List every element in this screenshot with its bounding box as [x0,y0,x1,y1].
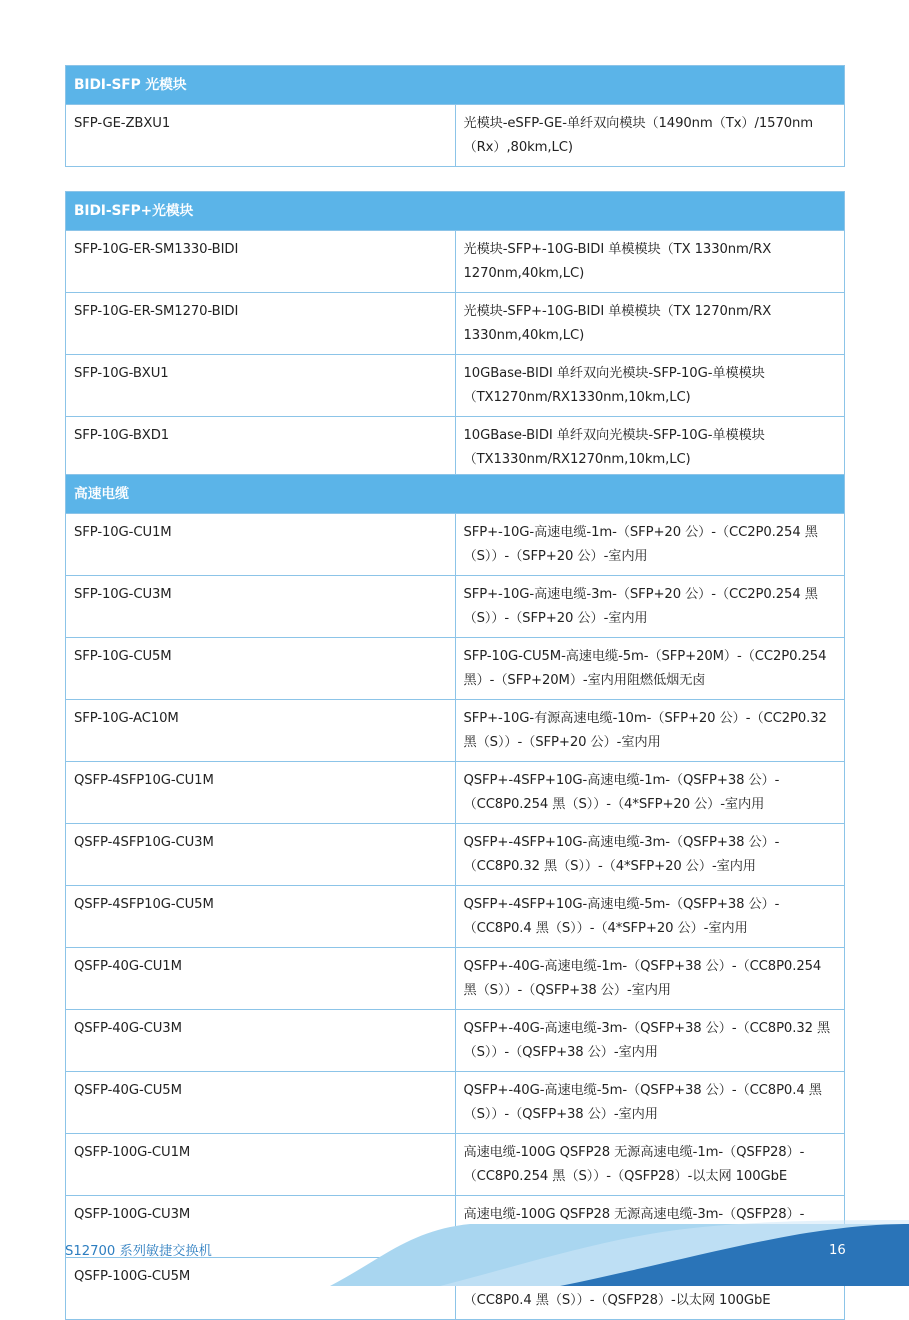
table-row [66,700,845,762]
table-row [66,293,845,355]
description-cell: 10GBase-BIDI 单纤双向光模块-SFP-10G-单模模块（TX1270nm/RX1330nm,10km,LC) [455,355,845,417]
model-cell: SFP-10G-AC10M [66,700,456,762]
model-cell: QSFP-4SFP10G-CU3M [66,824,456,886]
model-cell: SFP-10G-CU5M [66,638,456,700]
model-cell: QSFP-100G-CU3M [66,1196,456,1258]
model-cell: QSFP-100G-CU5M [66,1258,456,1320]
model-cell: QSFP-40G-CU3M [66,1010,456,1072]
model-cell: SFP-10G-ER-SM1330-BIDI [66,231,456,293]
model-cell: QSFP-4SFP10G-CU1M [66,762,456,824]
section-header [66,66,845,105]
section-title: BIDI-SFP 光模块 [66,66,845,105]
table-row [66,762,845,824]
table-row [66,824,845,886]
table-row [66,948,845,1010]
section-title: 高速电缆 [66,475,845,514]
description-cell: QSFP+-40G-高速电缆-1m-（QSFP+38 公）-（CC8P0.254 黑（S））-（QSFP+38 公）-室内用 [455,948,845,1010]
description-cell: 10GBase-BIDI 单纤双向光模块-SFP-10G-单模模块（TX1330nm/RX1270nm,10km,LC) [455,417,845,479]
description-cell: SFP+-10G-高速电缆-3m-（SFP+20 公）-（CC2P0.254 黑（S））-（SFP+20 公）-室内用 [455,576,845,638]
table-row [66,1010,845,1072]
page-number: 16 [829,1243,846,1258]
description-cell: SFP+-10G-有源高速电缆-10m-（SFP+20 公）-（CC2P0.32 黑（S））-（SFP+20 公）-室内用 [455,700,845,762]
description-cell: QSFP+-40G-高速电缆-3m-（QSFP+38 公）-（CC8P0.32 黑（S））-（QSFP+38 公）-室内用 [455,1010,845,1072]
model-cell: QSFP-40G-CU5M [66,1072,456,1134]
model-cell: SFP-10G-ER-SM1270-BIDI [66,293,456,355]
section-header [66,475,845,514]
table-row [66,355,845,417]
table-bidi-sfp [65,65,845,167]
description-cell: SFP+-10G-高速电缆-1m-（SFP+20 公）-（CC2P0.254 黑（S））-（SFP+20 公）-室内用 [455,514,845,576]
footer-series-title: S12700 系列敏捷交换机 [65,1244,212,1259]
model-cell: SFP-10G-BXU1 [66,355,456,417]
description-cell: QSFP+-4SFP+10G-高速电缆-3m-（QSFP+38 公）-（CC8P0.32 黑（S））-（4*SFP+20 公）-室内用 [455,824,845,886]
description-cell: 高速电缆-100G QSFP28 无源高速电缆-1m-（QSFP28）-（CC8P0.254 黑（S））-（QSFP28）-以太网 100GbE [455,1134,845,1196]
section-header [66,192,845,231]
model-cell: QSFP-40G-CU1M [66,948,456,1010]
table-row [66,417,845,479]
footer-wave-decoration [0,1150,909,1286]
table-row [66,231,845,293]
model-cell: QSFP-4SFP10G-CU5M [66,886,456,948]
description-cell: SFP-10G-CU5M-高速电缆-5m-（SFP+20M）-（CC2P0.254 黑）-（SFP+20M）-室内用阻燃低烟无卤 [455,638,845,700]
section-title: BIDI-SFP+光模块 [66,192,845,231]
description-cell: （CC8P0.4 黑（S））-（QSFP28）-以太网 100GbE [455,1258,845,1320]
model-cell: SFP-10G-BXD1 [66,417,456,479]
model-cell: SFP-10G-CU3M [66,576,456,638]
model-cell: QSFP-100G-CU1M [66,1134,456,1196]
table-row [66,886,845,948]
description-cell: 光模块-eSFP-GE-单纤双向模块（1490nm（Tx）/1570nm（Rx）,80km,LC) [455,105,845,167]
table-bidi-sfp-plus [65,191,845,479]
table-row [66,576,845,638]
model-cell: SFP-GE-ZBXU1 [66,105,456,167]
description-cell: 光模块-SFP+-10G-BIDI 单模模块（TX 1330nm/RX 1270nm,40km,LC) [455,231,845,293]
table-row [66,638,845,700]
description-cell: QSFP+-40G-高速电缆-5m-（QSFP+38 公）-（CC8P0.4 黑（S））-（QSFP+38 公）-室内用 [455,1072,845,1134]
description-cell: QSFP+-4SFP+10G-高速电缆-1m-（QSFP+38 公）-（CC8P0.254 黑（S））-（4*SFP+20 公）-室内用 [455,762,845,824]
description-cell: 高速电缆-100G QSFP28 无源高速电缆-3m-（QSFP28）- [455,1196,845,1258]
description-cell: 光模块-SFP+-10G-BIDI 单模模块（TX 1270nm/RX 1330nm,40km,LC) [455,293,845,355]
model-cell: SFP-10G-CU1M [66,514,456,576]
table-row [66,514,845,576]
description-cell: QSFP+-4SFP+10G-高速电缆-5m-（QSFP+38 公）-（CC8P0.4 黑（S））-（4*SFP+20 公）-室内用 [455,886,845,948]
table-row [66,1072,845,1134]
table-row [66,105,845,167]
